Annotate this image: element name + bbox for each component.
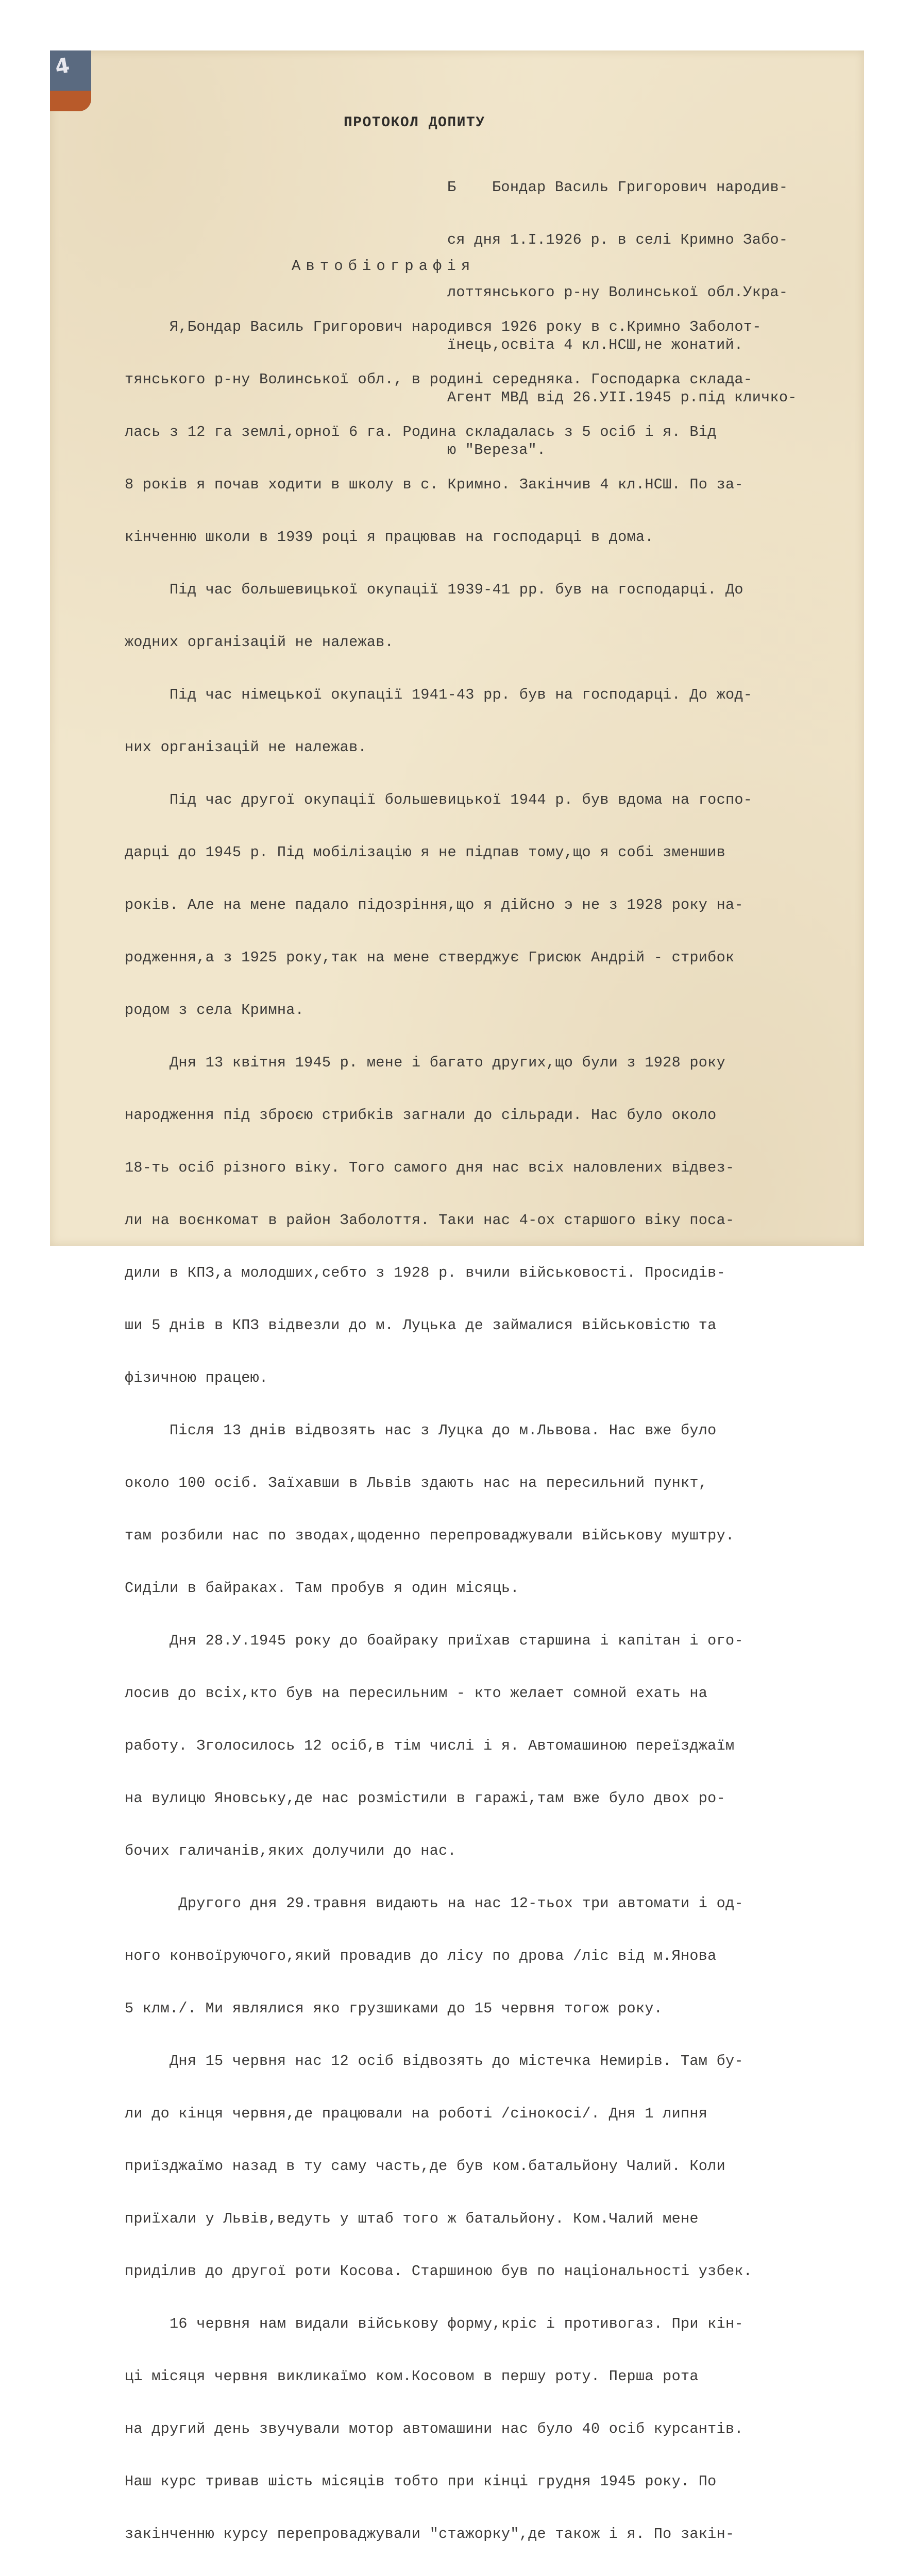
header-line: Б Бондар Василь Григорович народив- [447, 179, 788, 196]
text-line: 16 червня нам видали військову форму,кріс і противогаз. При кін- [125, 2315, 743, 2332]
text-line: работу. Зголосилось 12 осіб,в тім числі і я. Автомашиною переїзджаїм [125, 1737, 735, 1754]
text-line: бочих галичанів,яких долучили до нас. [125, 1842, 457, 1859]
text-line: 18-ть осіб різного віку. Того самого дня нас всіх наловлених відвез- [125, 1159, 735, 1176]
text-line: Дня 13 квітня 1945 р. мене і багато других,що були з 1928 року [125, 1054, 725, 1071]
header-line: їнець,освіта 4 кл.НСШ,не жонатий. [447, 336, 743, 353]
text-line: родом з села Кримна. [125, 1002, 305, 1019]
archive-tab-stripe [50, 91, 91, 111]
text-line: Під час другої окупації большевицької 1944 р. був вдома на госпо- [125, 791, 753, 808]
header-line: Агент МВД від 26.УІІ.1945 р.під кличко- [447, 389, 797, 406]
text-line: Наш курс тривав шість місяців тобто при кінці грудня 1945 року. По [125, 2473, 717, 2490]
archive-corner-tab [50, 50, 91, 111]
text-line: ці місяця червня викликаїмо ком.Косовом в першу роту. Перша рота [125, 2368, 699, 2385]
header-line: ся дня 1.І.1926 р. в селі Кримно Забо- [447, 231, 788, 248]
text-line: років. Але на мене падало підозріння,що я дійсно э не з 1928 року на- [125, 896, 743, 913]
text-line: Сиділи в байраках. Там пробув я один місяць. [125, 1580, 519, 1597]
text-line: Другого дня 29.травня видають на нас 12-тьох три автомати і од- [125, 1895, 743, 1912]
text-line: приїзджаїмо назад в ту саму часть,де був ком.батальйону Чалий. Коли [125, 2158, 725, 2175]
header-line: ю "Вереза". [447, 442, 546, 459]
text-line: на вулицю Яновську,де нас розмістили в гаражі,там вже було двох ро- [125, 1790, 725, 1807]
text-line: там розбили нас по зводах,щоденно перепроваджували військову муштру. [125, 1527, 735, 1544]
text-line: Дня 15 червня нас 12 осіб відвозять до містечка Немирів. Там бу- [125, 2053, 743, 2070]
text-line: на другий день звучували мотор автомашини нас було 40 осіб курсантів. [125, 2420, 743, 2437]
text-line: 5 клм./. Ми являлися яко грузшиками до 15 червня тогож року. [125, 2000, 663, 2017]
text-line: них організацій не належав. [125, 739, 367, 756]
text-line: приїхали у Львів,ведуть у штаб того ж батальйону. Ком.Чалий мене [125, 2210, 699, 2227]
text-line: дарці до 1945 р. Під мобілізацію я не підпав тому,що я собі зменшив [125, 844, 725, 861]
text-line: ного конвоїруючого,який провадив до лісу по дрова /ліс від м.Янова [125, 1947, 717, 1964]
text-line: 8 років я почав ходити в школу в с. Кримно. Закінчив 4 кл.НСШ. По за- [125, 476, 743, 493]
text-line: фізичною працею. [125, 1369, 268, 1386]
autobiography-text [125, 283, 762, 2576]
text-line: ли на воєнкомат в район Заболоття. Таки нас 4-ох старшого віку поса- [125, 1212, 735, 1229]
header-line: лоттянського р-ну Волинської обл.Укра- [447, 284, 788, 301]
text-line: тянського р-ну Волинської обл., в родині середняка. Господарка склада- [125, 371, 753, 388]
text-line: Я,Бондар Василь Григорович народився 1926 року в с.Кримно Заболот- [125, 318, 762, 335]
text-line: жодних організацій не належав. [125, 634, 394, 651]
text-line: Під час німецької окупації 1941-43 рр. був на господарці. До жод- [125, 686, 753, 703]
page-marker: 4 [53, 53, 72, 80]
text-line: ли до кінця червня,де працювали на роботі /сінокосі/. Дня 1 липня [125, 2105, 708, 2122]
text-line: Після 13 днів відвозять нас з Луцка до м.Львова. Нас вже було [125, 1422, 717, 1439]
text-line: дили в КПЗ,а молодших,себто з 1928 р. вчили військовості. Просидів- [125, 1264, 725, 1281]
text-line: Дня 28.У.1945 року до боайраку приїхав старшина і капітан і ого- [125, 1632, 743, 1649]
section-heading: Автобіографія [292, 258, 476, 275]
text-line: закінченню курсу перепроваджували "стажорку",де також і я. По закін- [125, 2526, 735, 2543]
text-line: лосив до всіх,кто був на пересильним - кто желает сомной ехать на [125, 1685, 708, 1702]
text-line: народження під зброєю стрибків загнали до сільради. Нас було около [125, 1107, 717, 1124]
text-line: приділив до другої роти Косова. Старшиною був по національності узбек. [125, 2263, 753, 2280]
text-line: около 100 осіб. Заїхавши в Львів здають нас на пересильний пункт, [125, 1475, 708, 1492]
text-line: кінченню школи в 1939 році я працював на господарці в дома. [125, 529, 654, 546]
text-line: родження,а з 1925 року,так на мене стверджує Грисюк Андрій - стрибок [125, 949, 735, 966]
page-title: ПРОТОКОЛ ДОПИТУ [344, 115, 485, 131]
text-line: лась з 12 га землі,орної 6 га. Родина складалась з 5 осіб і я. Від [125, 423, 717, 440]
text-line: ши 5 днів в КПЗ відвезли до м. Луцька де займалися військовістю та [125, 1317, 717, 1334]
text-line: Під час большевицької окупації 1939-41 рр. був на господарці. До [125, 581, 743, 598]
